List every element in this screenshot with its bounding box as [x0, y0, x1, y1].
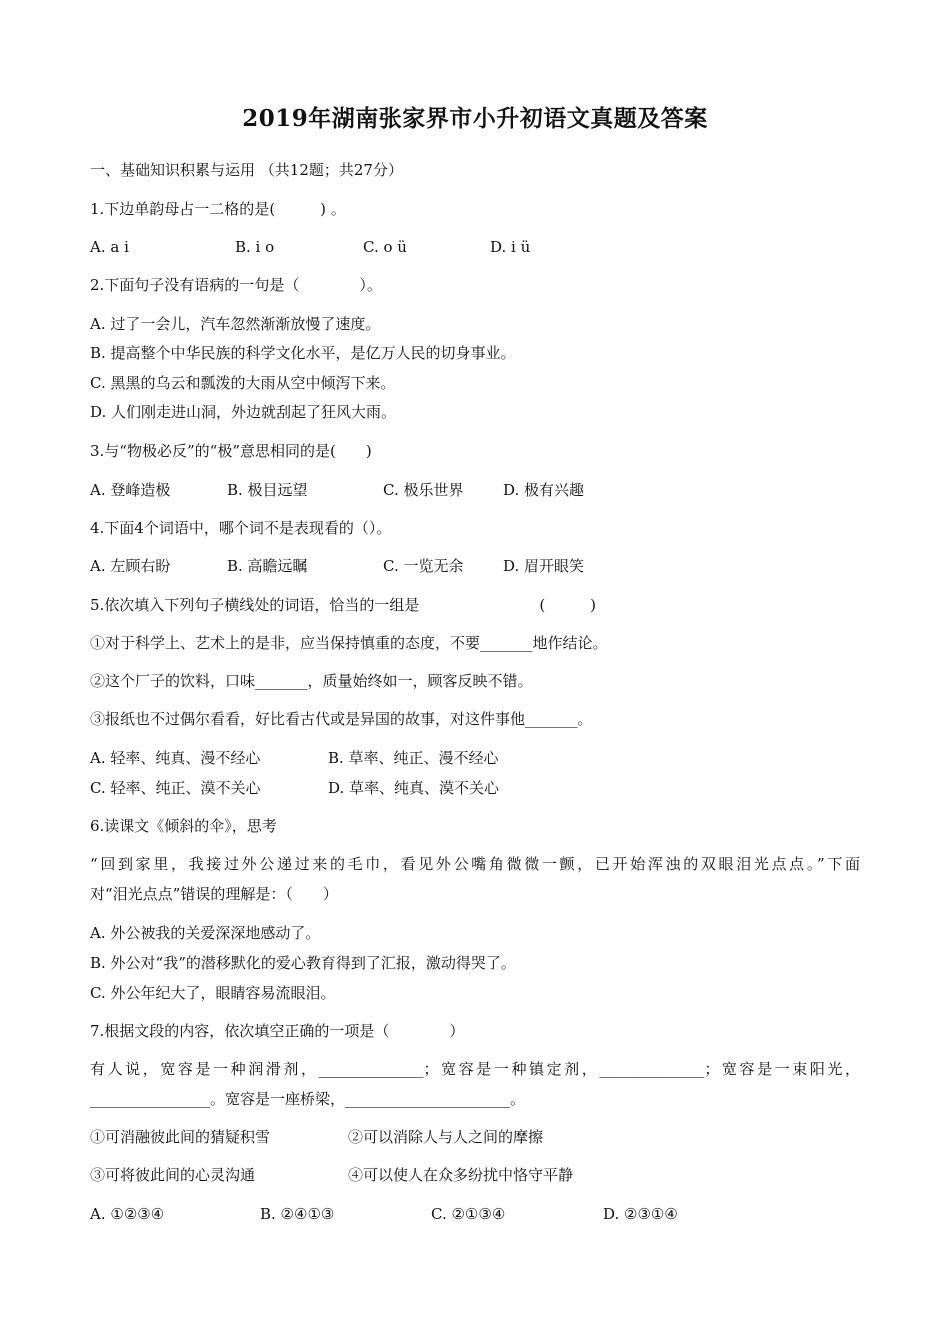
question-7-passage-line-1: 有人说，宽容是一种润滑剂，______________；宽容是一种镇定剂，______________；宽容是一束阳光，	[90, 1060, 860, 1078]
question-5-sentence-1: ①对于科学上、艺术上的是非，应当保持慎重的态度，不要_______地作结论。	[90, 634, 608, 652]
option-c: C. 轻率、纯正、漠不关心	[90, 779, 261, 797]
question-6-passage-line-1: “回到家里，我接过外公递过来的毛巾，看见外公嘴角微微一颤，已开始浑浊的双眼泪光点点。”下面	[90, 855, 860, 873]
question-2-option-c: C. 黑黑的乌云和瓢泼的大雨从空中倾泻下来。	[90, 374, 396, 392]
option-a: A. 轻率、纯真、漫不经心	[90, 749, 261, 767]
question-5-sentence-3: ③报纸也不过偶尔看看，好比看古代或是异国的故事，对这件事他_______。	[90, 710, 593, 728]
question-7-stem: 7.根据文段的内容，依次填空正确的一项是（ ）	[90, 1022, 465, 1040]
question-2-option-b: B. 提高整个中华民族的科学文化水平，是亿万人民的切身事业。	[90, 344, 516, 362]
question-2-option-d: D. 人们刚走进山洞，外边就刮起了狂风大雨。	[90, 403, 397, 421]
section-heading: 一、基础知识积累与运用 （共12题；共27分）	[90, 161, 403, 179]
option-d: D. 极有兴趣	[503, 481, 585, 499]
option-b: B. ②④①③	[260, 1205, 335, 1223]
question-7-passage-line-2: ________________。宽容是一座桥梁，______________________。	[90, 1090, 526, 1108]
option-a: A. ①②③④	[90, 1205, 165, 1223]
option-c: C. 极乐世界	[383, 481, 464, 499]
choice-3: ③可将彼此间的心灵沟通	[90, 1166, 256, 1184]
option-d: D. i ü	[490, 238, 531, 256]
option-b: B. 高瞻远瞩	[227, 557, 308, 575]
question-5-stem: 5.依次填入下列句子横线处的词语，恰当的一组是 ( )	[90, 596, 597, 614]
question-6-option-a: A. 外公被我的关爱深深地感动了。	[90, 924, 321, 942]
option-c: C. o ü	[363, 238, 407, 256]
option-a: A. a i	[90, 238, 129, 256]
option-a: A. 左顾右盼	[90, 557, 171, 575]
question-3-stem: 3.与“物极必反”的“极”意思相同的是( )	[90, 442, 372, 460]
question-4-stem: 4.下面4个词语中，哪个词不是表现看的（）。	[90, 519, 392, 537]
option-c: C. 一览无余	[383, 557, 464, 575]
option-d: D. 草率、纯真、漠不关心	[328, 779, 500, 797]
question-6-option-b: B. 外公对“我”的潜移默化的爱心教育得到了汇报，激动得哭了。	[90, 954, 516, 972]
question-1-stem: 1.下边单韵母占一二格的是( ) 。	[90, 200, 346, 218]
choice-4: ④可以使人在众多纷扰中恪守平静	[348, 1166, 574, 1184]
question-2-stem: 2.下面句子没有语病的一句是（ ）。	[90, 276, 382, 294]
question-6-passage-line-2: 对“泪光点点”错误的理解是：（ ）	[90, 885, 338, 903]
option-b: B. 极目远望	[227, 481, 308, 499]
choice-1: ①可消融彼此间的猜疑积雪	[90, 1128, 271, 1146]
question-6-stem: 6.读课文《倾斜的伞》，思考	[90, 817, 277, 835]
question-2-option-a: A. 过了一会儿，汽车忽然渐渐放慢了速度。	[90, 315, 381, 333]
option-c: C. ②①③④	[431, 1205, 506, 1223]
option-d: D. ②③①④	[603, 1205, 678, 1223]
option-b: B. i o	[235, 238, 275, 256]
question-5-sentence-2: ②这个厂子的饮料，口味_______，质量始终如一，顾客反映不错。	[90, 672, 533, 690]
choice-2: ②可以消除人与人之间的摩擦	[348, 1128, 544, 1146]
page-title: 2019年湖南张家界市小升初语文真题及答案	[242, 105, 708, 132]
option-d: D. 眉开眼笑	[503, 557, 585, 575]
question-6-option-c: C. 外公年纪大了，眼睛容易流眼泪。	[90, 984, 336, 1002]
option-b: B. 草率、纯正、漫不经心	[328, 749, 499, 767]
option-a: A. 登峰造极	[90, 481, 171, 499]
